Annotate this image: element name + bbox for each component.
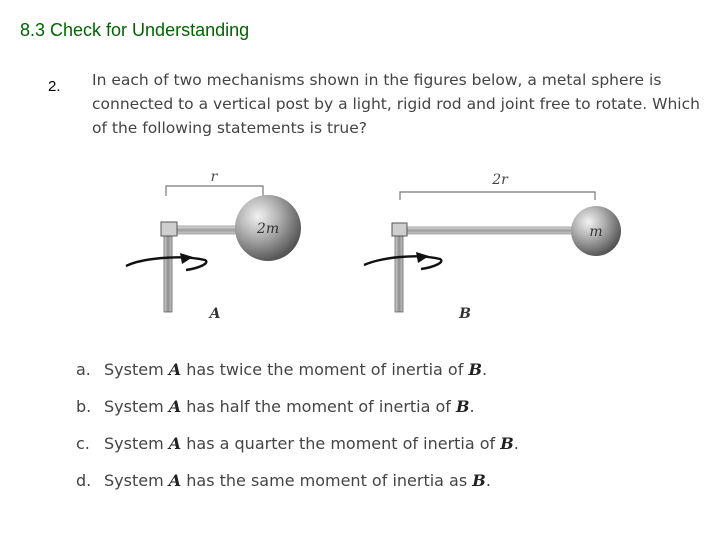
length-bracket-b	[400, 192, 595, 200]
system-b	[364, 172, 621, 322]
choice-letter: b.	[76, 397, 92, 416]
system-label-a: A	[209, 306, 221, 322]
mass-label-a: 2m	[256, 221, 280, 237]
choice-text: .	[513, 434, 519, 453]
choice-text: System	[104, 397, 169, 416]
choice-letter: a.	[76, 360, 91, 379]
choice-text: has the same moment of inertia as	[181, 471, 473, 490]
rod-a	[172, 226, 242, 234]
length-label-b: 2r	[492, 172, 508, 188]
system-ref: A	[168, 397, 182, 416]
question-text: In each of two mechanisms shown in the figures below, a metal sphere is connected to a vertical post by a light, rigid rod and joint free to rotate. Which of the following statements is true?	[92, 71, 700, 137]
choice-text: has a quarter the moment of inertia of	[181, 434, 501, 453]
joint-b	[392, 223, 407, 236]
system-ref: A	[168, 360, 182, 379]
choice-text: System	[104, 471, 169, 490]
choice-text: .	[485, 471, 491, 490]
choice-b[interactable]	[76, 397, 519, 434]
system-a	[126, 169, 301, 322]
system-ref: A	[168, 471, 182, 490]
choice-c[interactable]	[76, 434, 519, 471]
joint-a	[161, 222, 177, 236]
rod-b	[403, 227, 575, 234]
question-number: 2.	[48, 78, 61, 95]
system-ref: A	[168, 434, 182, 453]
system-label-b: B	[459, 306, 471, 322]
system-ref: B	[468, 360, 482, 379]
mass-label-b: m	[589, 224, 603, 240]
choice-text: System	[104, 434, 169, 453]
slide-title: 8.3 Check for Understanding	[20, 20, 250, 40]
choice-a[interactable]	[76, 360, 519, 397]
system-ref: B	[472, 471, 486, 490]
choice-text: has half the moment of inertia of	[181, 397, 457, 416]
choice-letter: c.	[76, 434, 90, 453]
length-label-a: r	[210, 169, 218, 185]
system-ref: B	[456, 397, 470, 416]
system-ref: B	[500, 434, 514, 453]
choice-letter: d.	[76, 471, 92, 490]
choice-text: System	[104, 360, 169, 379]
post-a	[164, 230, 172, 312]
choice-text: has twice the moment of inertia of	[181, 360, 469, 379]
choice-d[interactable]	[76, 471, 519, 508]
length-bracket-a	[166, 186, 263, 196]
choice-text: .	[469, 397, 475, 416]
answer-choices	[76, 360, 519, 508]
post-b	[395, 232, 403, 312]
choice-text: .	[481, 360, 488, 379]
